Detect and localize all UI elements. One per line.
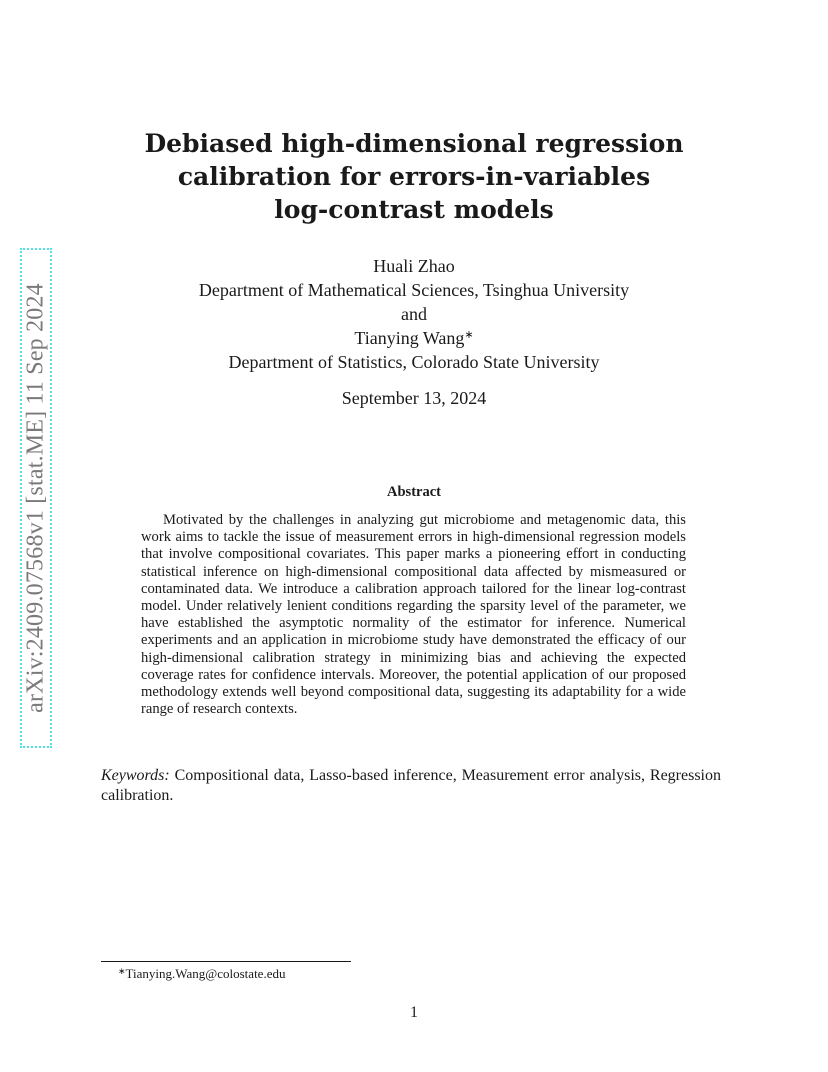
author-1-affiliation: Department of Mathematical Sciences, Tsinghua University <box>198 280 630 300</box>
author-2-affiliation: Department of Statistics, Colorado State University <box>228 352 600 372</box>
footnote-email: Tianying.Wang@colostate.edu <box>125 966 286 981</box>
arxiv-stamp <box>20 248 52 748</box>
publication-date: September 13, 2024 <box>341 388 487 408</box>
abstract-heading: Abstract <box>387 484 441 500</box>
paper-title <box>100 127 728 226</box>
page-number: 1 <box>410 1004 418 1021</box>
keywords-label: Keywords: <box>101 767 170 784</box>
author-block <box>100 254 728 374</box>
title-line-2: calibration for errors-in-variables <box>177 162 651 191</box>
title-line-1: Debiased high-dimensional regression <box>144 129 684 158</box>
author-conjunction: and <box>401 304 427 324</box>
footnote-marker: ∗ <box>118 966 126 976</box>
footnote <box>118 966 285 982</box>
abstract-text: Motivated by the challenges in analyzing gut microbiome and metagenomic data, this work aims to tackle the issue of measurement errors in high-dimensional regression models that involve compositional covariates. This paper marks a pioneering effort in conducting statistical inference on high-dimensional compositional data affected by mismeasured or contaminated data. We introduce a calibration approach tailored for the linear log-contrast model. Under relatively lenient conditions regarding the sparsity level of the parameter, we have established the asymptotic normality of the estimator for inference. Numerical experiments and an application in microbiome study have demonstrated the efficacy of our high-dimensional calibration strategy in minimizing bias and achieving the expected coverage rates for confidence intervals. Moreover, the potential application of our proposed methodology extends well beyond compositional data, suggesting its adaptability for a wide range of research contexts. <box>141 512 686 718</box>
keywords <box>101 766 721 806</box>
footnote-divider <box>101 961 351 962</box>
keywords-text: Compositional data, Lasso-based inference, Measurement error analysis, Regression calibration. <box>101 767 722 804</box>
footnote-marker: ∗ <box>464 329 474 341</box>
title-line-3: log-contrast models <box>274 195 554 224</box>
author-2 <box>100 326 728 350</box>
arxiv-identifier: arXiv:2409.07568v1 [stat.ME] 11 Sep 2024 <box>22 283 49 713</box>
author-1-name: Huali Zhao <box>373 256 455 276</box>
author-2-name: Tianying Wang <box>354 328 465 348</box>
